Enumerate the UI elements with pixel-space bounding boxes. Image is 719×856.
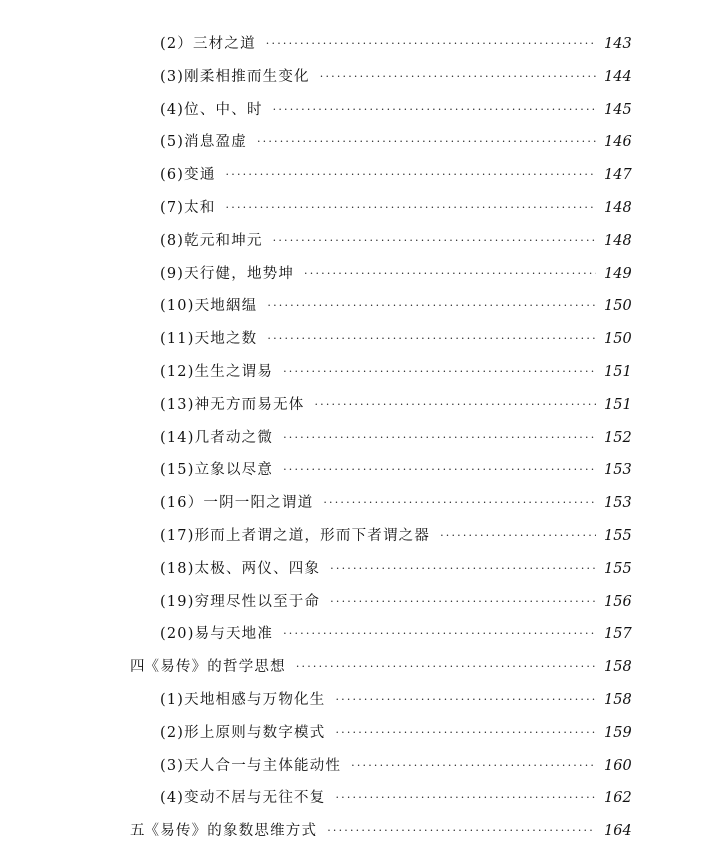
toc-entry-row: [0, 717, 719, 750]
dot-leader: [330, 553, 596, 586]
dot-leader: [226, 159, 596, 192]
toc-entry-row: [0, 290, 719, 323]
dot-leader: [283, 454, 596, 487]
toc-entry-row: [0, 159, 719, 192]
toc-entry-title: 《易传》的哲学思想: [144, 659, 286, 676]
toc-entry-title: (18)太极、两仪、四象: [160, 560, 321, 577]
toc-entry-title: (13)神无方而易无体: [160, 396, 305, 413]
toc-page-number: 152: [604, 429, 632, 446]
toc-page-number: 158: [604, 691, 632, 708]
toc-entry-title: 《易传》的象数思维方式: [144, 823, 318, 840]
toc-page-number: 146: [604, 134, 632, 151]
toc-entry-row: [0, 61, 719, 94]
toc-page-number: 157: [604, 626, 632, 643]
dot-leader: [440, 520, 596, 553]
toc-page-number: 144: [604, 68, 632, 85]
toc-entry-row: [0, 487, 719, 520]
dot-leader: [266, 28, 596, 61]
dot-leader: [335, 717, 596, 750]
toc-page-number: 164: [604, 823, 632, 840]
toc-entry-title: (16）一阴一阳之谓道: [160, 495, 314, 512]
dot-leader: [267, 323, 596, 356]
toc-entry-row: [0, 323, 719, 356]
toc-entry-row: [0, 94, 719, 127]
toc-entry-title: (3)天人合一与主体能动性: [160, 757, 342, 774]
toc-entry-row: [0, 586, 719, 619]
toc-entry-title: (14)几者动之微: [160, 429, 274, 446]
toc-entry-row: [0, 520, 719, 553]
toc-page-number: 153: [604, 462, 632, 479]
dot-leader: [226, 192, 596, 225]
toc-page-number: 155: [604, 527, 632, 544]
toc-entry-title: (11)天地之数: [160, 331, 258, 348]
toc-entry-row: [0, 126, 719, 159]
toc-entry-title: (6)变通: [160, 167, 216, 184]
toc-entry-row: [0, 454, 719, 487]
toc-page-number: 148: [604, 232, 632, 249]
toc-page-number: 153: [604, 495, 632, 512]
toc-entry-title: (20)易与天地准: [160, 626, 274, 643]
toc-page-number: 148: [604, 199, 632, 216]
dot-leader: [273, 225, 596, 258]
dot-leader: [323, 487, 596, 520]
dot-leader: [330, 586, 596, 619]
toc-page-number: 151: [604, 396, 632, 413]
toc-entry-title: (2）三材之道: [160, 36, 256, 52]
toc-entry-title: (9)天行健，地势坤: [160, 265, 295, 282]
dot-leader: [327, 815, 596, 848]
toc-page-number: 147: [604, 167, 632, 184]
dot-leader: [320, 61, 596, 94]
dot-leader: [273, 94, 596, 127]
dot-leader: [335, 684, 596, 717]
toc-entry-title: (19)穷理尽性以至于命: [160, 593, 321, 610]
dot-leader: [283, 356, 596, 389]
toc-entry-row: [0, 684, 719, 717]
toc-page-number: 160: [604, 757, 632, 774]
toc-entry-row: [0, 422, 719, 455]
toc-entry-title: (4)位、中、时: [160, 101, 263, 118]
dot-leader: [304, 258, 596, 291]
toc-entry-title: (2)形上原则与数字模式: [160, 724, 326, 741]
toc-entry-title: (1)天地相感与万物化生: [160, 691, 326, 708]
toc-entry-row: [0, 553, 719, 586]
table-of-contents: [0, 28, 719, 848]
dot-leader: [267, 290, 596, 323]
toc-entry-title: (8)乾元和坤元: [160, 232, 263, 249]
toc-page-number: 143: [604, 36, 632, 52]
toc-entry-title: (15)立象以尽意: [160, 462, 274, 479]
dot-leader: [335, 782, 596, 815]
toc-page-number: 159: [604, 724, 632, 741]
dot-leader: [257, 126, 596, 159]
toc-entry-title: (10)天地絪缊: [160, 298, 258, 315]
toc-entry-row: [0, 192, 719, 225]
dot-leader: [314, 389, 596, 422]
toc-entry-row: [0, 750, 719, 783]
toc-entry-row: [0, 618, 719, 651]
toc-entry-title: (17)形而上者谓之道，形而下者谓之器: [160, 527, 431, 544]
toc-entry-title: (12)生生之谓易: [160, 363, 274, 380]
toc-page-number: 156: [604, 593, 632, 610]
toc-page-number: 150: [604, 331, 632, 348]
dot-leader: [296, 651, 596, 684]
dot-leader: [283, 618, 596, 651]
toc-page-number: 149: [604, 265, 632, 282]
toc-entry-row: [0, 258, 719, 291]
toc-page-number: 162: [604, 790, 632, 807]
toc-section-row: [0, 651, 719, 684]
toc-page-number: 151: [604, 363, 632, 380]
toc-page-number: 155: [604, 560, 632, 577]
toc-entry-title: (5)消息盈虚: [160, 134, 247, 151]
toc-entry-title: (7)太和: [160, 199, 216, 216]
toc-page-number: 158: [604, 659, 632, 676]
toc-section-number: 五: [130, 823, 145, 840]
toc-entry-row: [0, 28, 719, 61]
toc-page-number: 145: [604, 101, 632, 118]
toc-entry-row: [0, 225, 719, 258]
toc-page-number: 150: [604, 298, 632, 315]
toc-entry-row: [0, 782, 719, 815]
dot-leader: [283, 422, 596, 455]
toc-entry-row: [0, 356, 719, 389]
toc-entry-row: [0, 389, 719, 422]
toc-section-row: [0, 815, 719, 848]
dot-leader: [351, 750, 596, 783]
toc-section-number: 四: [130, 659, 145, 676]
toc-entry-title: (3)刚柔相推而生变化: [160, 68, 310, 85]
toc-entry-title: (4)变动不居与无往不复: [160, 790, 326, 807]
